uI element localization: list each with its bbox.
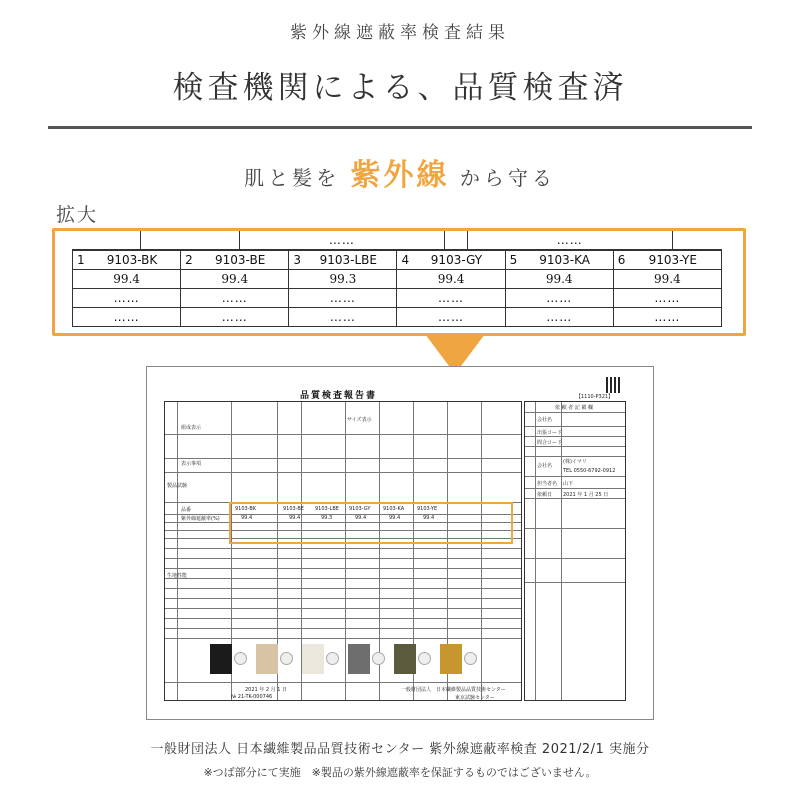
zoom-item-value: 99.4 bbox=[613, 270, 721, 289]
zoom-item-index: 3 bbox=[293, 253, 301, 267]
zoom-item-index: 2 bbox=[185, 253, 193, 267]
tagline bbox=[0, 150, 800, 194]
footer-source: 一般財団法人 日本繊維製品品質技術センター 紫外線遮蔽率検査 2021/2/1 実施分 bbox=[150, 742, 650, 757]
zoom-item-code: 9103-KA bbox=[539, 253, 590, 267]
doc-label-size: サイズ表示 bbox=[347, 417, 372, 423]
zoom-dots-cell: …… bbox=[73, 308, 181, 327]
doc-label-product-test: 製品試験 bbox=[167, 483, 188, 489]
tagline-after: から守る bbox=[459, 166, 556, 190]
doc-label-fabric: 生地性能 bbox=[167, 573, 188, 579]
swatch-mark-icon bbox=[464, 652, 477, 665]
doc-issue-no: № 21-TK-000746 bbox=[231, 694, 273, 700]
swatch-mark-icon bbox=[326, 652, 339, 665]
fabric-swatch bbox=[256, 644, 278, 674]
zoom-dots-cell: …… bbox=[613, 308, 721, 327]
swatch-mark-icon bbox=[418, 652, 431, 665]
table-row bbox=[73, 289, 722, 308]
doc-side-header: 依 頼 者 記 載 欄 bbox=[555, 405, 593, 411]
doc-label-display: 表示事項 bbox=[181, 461, 202, 467]
zoom-table bbox=[72, 231, 722, 327]
doc-item-code: 9103-KA bbox=[383, 506, 405, 512]
zoom-top-dots-2: …… bbox=[467, 231, 672, 250]
zoom-item-code: 9103-GY bbox=[430, 253, 483, 267]
swatch-mark-icon bbox=[280, 652, 293, 665]
zoom-item-value: 99.4 bbox=[73, 270, 181, 289]
doc-tel: TEL 0550-6792-0912 bbox=[563, 468, 616, 474]
doc-side-field: 会社名 bbox=[537, 417, 553, 423]
zoom-item-code-cell bbox=[613, 251, 721, 270]
table-row bbox=[73, 251, 722, 270]
doc-item-code: 9103-BE bbox=[283, 506, 304, 512]
doc-side-field: 出張コード bbox=[537, 430, 563, 436]
doc-label-composition: 組成表示 bbox=[181, 425, 202, 431]
zoom-dots-cell: …… bbox=[289, 289, 397, 308]
doc-contact: 山下 bbox=[563, 481, 574, 487]
zoom-item-value: 99.4 bbox=[505, 270, 613, 289]
zoom-dots-cell: …… bbox=[289, 308, 397, 327]
zoom-item-code-cell bbox=[289, 251, 397, 270]
doc-item-code: 9103-GY bbox=[349, 506, 371, 512]
zoom-top-dots-1: …… bbox=[240, 231, 445, 250]
zoom-item-value: 99.3 bbox=[289, 270, 397, 289]
table-row bbox=[73, 270, 722, 289]
doc-row-label: 紫外線遮蔽率(%) bbox=[181, 516, 220, 522]
zoom-dots-cell: …… bbox=[73, 289, 181, 308]
zoom-item-code-cell bbox=[505, 251, 613, 270]
doc-lab: 東京試験センター bbox=[455, 695, 495, 701]
tagline-before: 肌と髪を bbox=[244, 166, 341, 190]
fabric-swatch bbox=[210, 644, 232, 674]
fabric-swatch bbox=[440, 644, 462, 674]
zoom-dots-cell: …… bbox=[505, 289, 613, 308]
zoom-item-index: 4 bbox=[401, 253, 410, 267]
zoom-item-code: 9103-YE bbox=[648, 253, 697, 267]
zoom-item-code-cell bbox=[397, 251, 505, 270]
doc-item-code: 9103-LBE bbox=[315, 506, 339, 512]
page-title: 検査機関による、品質検査済 bbox=[172, 70, 628, 106]
doc-side-field: 会社名 bbox=[537, 463, 553, 469]
zoom-item-code: 9103-BK bbox=[106, 253, 158, 267]
zoom-item-index: 6 bbox=[617, 253, 626, 267]
doc-item-value: 99.4 bbox=[241, 515, 253, 521]
tagline-highlight: 紫外線 bbox=[350, 158, 450, 193]
title-divider bbox=[48, 126, 752, 129]
doc-item-value: 99.3 bbox=[321, 515, 333, 521]
qr-code-icon bbox=[606, 377, 622, 393]
swatch-mark-icon bbox=[372, 652, 385, 665]
doc-company: (株)イマリ bbox=[563, 459, 587, 465]
page-subtitle: 紫外線遮蔽率検査結果 bbox=[290, 23, 510, 43]
table-row bbox=[72, 231, 722, 250]
zoom-item-code-cell bbox=[181, 251, 289, 270]
zoom-item-code: 9103-BE bbox=[215, 253, 266, 267]
swatch-mark-icon bbox=[234, 652, 247, 665]
doc-item-code: 9103-BK bbox=[235, 506, 257, 512]
fabric-swatch bbox=[348, 644, 370, 674]
doc-institute: 一般財団法人 日本繊維製品品質技術センター bbox=[401, 687, 506, 693]
doc-item-code: 9103-YE bbox=[417, 506, 438, 512]
report-title: 品質検査報告書 bbox=[300, 391, 378, 401]
report-highlight-box bbox=[229, 502, 513, 544]
zoom-item-index: 1 bbox=[77, 253, 85, 267]
doc-side-field: 問合コード bbox=[537, 440, 563, 446]
zoom-dots-cell: …… bbox=[181, 308, 289, 327]
zoom-dots-cell: …… bbox=[181, 289, 289, 308]
doc-item-value: 99.4 bbox=[355, 515, 367, 521]
zoom-dots-cell: …… bbox=[505, 308, 613, 327]
table-row bbox=[73, 308, 722, 327]
doc-side-field: 担当者名 bbox=[537, 481, 558, 487]
fabric-swatch bbox=[394, 644, 416, 674]
fabric-swatch bbox=[302, 644, 324, 674]
doc-request-date: 2021 年 1 月 25 日 bbox=[563, 492, 609, 498]
zoom-item-value: 99.4 bbox=[397, 270, 505, 289]
zoom-label: 拡大 bbox=[56, 204, 99, 226]
doc-side-field: 依頼日 bbox=[537, 492, 553, 498]
doc-table-head: 品番 bbox=[181, 507, 192, 513]
report-side-panel bbox=[524, 401, 626, 701]
zoom-item-value: 99.4 bbox=[181, 270, 289, 289]
doc-item-value: 99.4 bbox=[423, 515, 435, 521]
doc-item-value: 99.4 bbox=[389, 515, 401, 521]
zoom-dots-cell: …… bbox=[397, 308, 505, 327]
zoom-item-code: 9103-LBE bbox=[319, 253, 377, 267]
zoom-dots-cell: …… bbox=[613, 289, 721, 308]
zoom-item-index: 5 bbox=[509, 253, 518, 267]
zoom-item-code-cell bbox=[73, 251, 181, 270]
doc-issue-date: 2021 年 2 月 1 日 bbox=[245, 687, 288, 693]
footer-note: ※つば部分にて実施 ※製品の紫外線遮蔽率を保証するものではございません。 bbox=[203, 766, 597, 779]
report-code: 【1110-P321】 bbox=[576, 394, 614, 400]
zoom-dots-cell: …… bbox=[397, 289, 505, 308]
doc-item-value: 99.4 bbox=[289, 515, 301, 521]
